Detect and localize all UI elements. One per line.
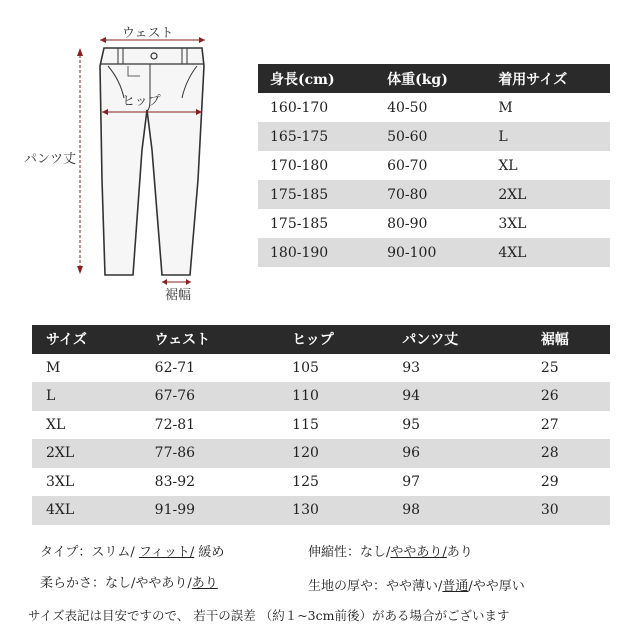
table-cell: 4XL — [32, 496, 141, 525]
softness-option-yes: あり — [191, 576, 218, 591]
table-cell: XL — [498, 157, 518, 174]
table-cell: 50-60 — [375, 122, 486, 151]
table-cell: M — [46, 359, 61, 376]
table-row — [258, 238, 610, 267]
hem-label: 裾幅 — [165, 288, 192, 303]
type-option-slim: スリム/ — [91, 545, 135, 560]
table-cell: 77-86 — [141, 439, 279, 468]
table-cell: 28 — [527, 439, 610, 468]
table-cell: 3XL — [498, 215, 527, 232]
type-label: タイプ： — [40, 545, 92, 560]
table-cell: 40-50 — [387, 99, 428, 116]
table-row — [258, 93, 610, 122]
hip-label: ヒップ — [122, 94, 161, 109]
thickness-option-thin: やや薄い/ — [386, 579, 443, 594]
table-row — [32, 496, 610, 525]
disclaimer: サイズ表記は目安ですので、 若干の誤差 （約１~3cm前後）がある場合がございます — [28, 608, 510, 623]
table-cell: 130 — [278, 496, 388, 525]
table-cell: 170-180 — [270, 157, 329, 174]
softness-label: 柔らかさ： — [40, 576, 106, 591]
length-label: パンツ丈 — [24, 152, 77, 167]
table-cell: 160-170 — [270, 99, 329, 116]
table-cell: 4XL — [486, 238, 610, 267]
table-cell: 97 — [402, 473, 421, 490]
table-row — [32, 382, 610, 411]
table-cell: 115 — [292, 416, 319, 433]
table-cell: 30 — [527, 496, 610, 525]
table-cell: 94 — [388, 382, 527, 411]
table-row — [258, 180, 610, 209]
thickness-label: 生地の厚や： — [308, 579, 387, 594]
table-row — [258, 209, 610, 238]
table-cell: 175-185 — [270, 215, 329, 232]
table-cell: 98 — [388, 496, 527, 525]
table-cell: 95 — [402, 416, 421, 433]
table-cell: 90-100 — [375, 238, 486, 267]
stretch-option-none: なし/ — [360, 545, 391, 560]
thickness-option-normal: 普通 — [442, 579, 469, 594]
table-cell: 80-90 — [387, 215, 428, 232]
table-cell: 26 — [527, 382, 610, 411]
table-cell: 25 — [540, 359, 559, 376]
table-row — [258, 151, 610, 180]
type-note — [40, 541, 224, 560]
stretch-note — [308, 541, 473, 560]
table-cell: 2XL — [32, 439, 141, 468]
table-header-cell: サイズ — [32, 325, 141, 354]
table-cell: 29 — [540, 473, 559, 490]
table-cell: 91-99 — [141, 496, 279, 525]
table-cell: 60-70 — [387, 157, 428, 174]
thickness-note — [308, 575, 525, 594]
waist-label: ウェスト — [122, 26, 174, 41]
table-row — [32, 439, 610, 468]
table-cell: 2XL — [486, 180, 610, 209]
table-header-cell: 体重(kg) — [375, 64, 486, 93]
table-cell: 120 — [278, 439, 388, 468]
table-header-cell: ウェスト — [141, 325, 279, 354]
stretch-option-yes: あり — [446, 545, 473, 560]
table-header-cell: 身長(cm) — [258, 64, 375, 93]
table-cell: 27 — [540, 416, 559, 433]
table-row — [32, 411, 610, 440]
table-cell: M — [498, 99, 513, 116]
stretch-option-some: ややあり/ — [390, 545, 447, 560]
table-cell: 70-80 — [375, 180, 486, 209]
table-cell: 83-92 — [154, 473, 196, 490]
table-cell: 175-185 — [258, 180, 375, 209]
table-cell: L — [486, 122, 610, 151]
table-cell: 180-190 — [258, 238, 375, 267]
table-cell: 67-76 — [141, 382, 279, 411]
softness-note — [40, 572, 218, 591]
pants-diagram — [0, 0, 260, 310]
table-row — [32, 468, 610, 497]
table-cell: 3XL — [46, 473, 75, 490]
table-header-row — [258, 64, 610, 93]
table-header-cell: 裾幅 — [527, 325, 610, 354]
table-cell: 110 — [278, 382, 388, 411]
table-cell: L — [32, 382, 141, 411]
height-weight-table — [258, 64, 610, 267]
table-cell: 125 — [292, 473, 319, 490]
table-header-cell: ヒップ — [278, 325, 388, 354]
table-cell: 96 — [388, 439, 527, 468]
table-cell: 93 — [402, 359, 421, 376]
measurements-table — [32, 325, 610, 525]
table-cell: XL — [46, 416, 66, 433]
type-option-loose: 緩め — [198, 545, 225, 560]
thickness-option-thick: /やや厚い — [468, 579, 525, 594]
table-row — [258, 122, 610, 151]
type-option-fit: フィット/ — [138, 545, 195, 560]
table-cell: 105 — [292, 359, 319, 376]
table-cell: 62-71 — [154, 359, 196, 376]
table-row — [32, 354, 610, 383]
table-header-row — [32, 325, 610, 354]
stretch-label: 伸縮性： — [308, 545, 361, 560]
table-header-cell: 着用サイズ — [486, 64, 610, 93]
table-cell: 72-81 — [154, 416, 196, 433]
softness-options: なし/ややあり/ — [105, 576, 192, 591]
table-header-cell: パンツ丈 — [388, 325, 527, 354]
table-cell: 165-175 — [258, 122, 375, 151]
